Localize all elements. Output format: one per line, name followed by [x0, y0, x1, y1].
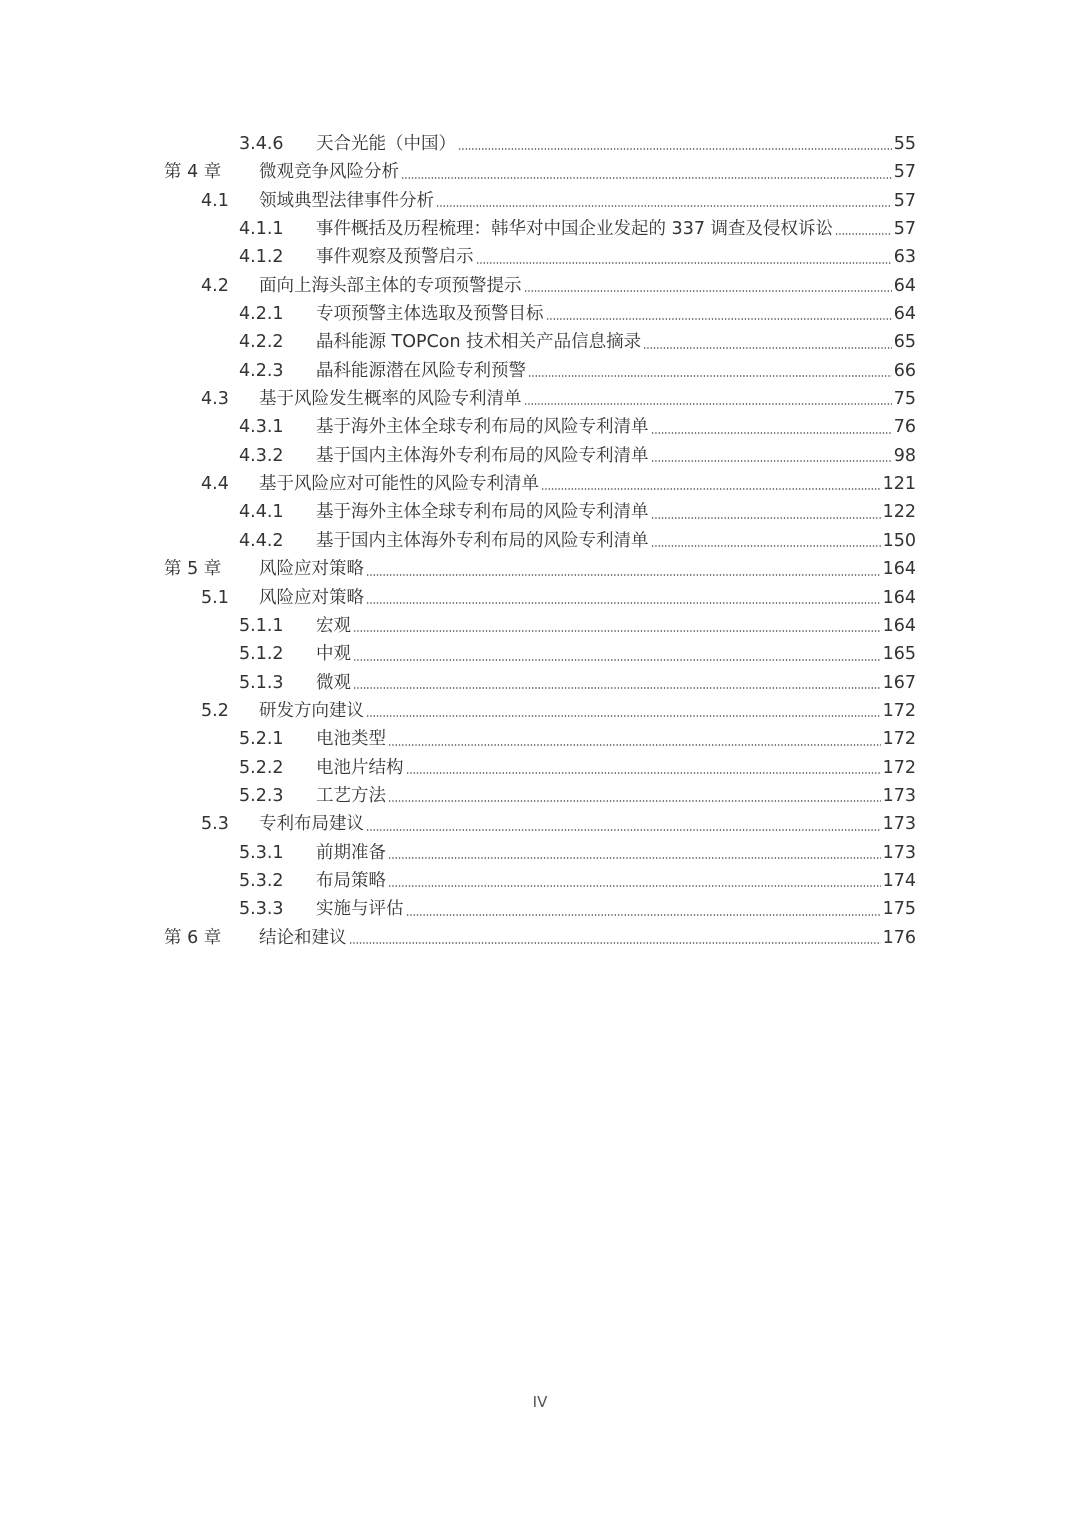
toc-entry[interactable]	[164, 300, 916, 328]
toc-entry-title: 晶科能源 TOPCon 技术相关产品信息摘录	[316, 332, 642, 353]
toc-entry-page: 64	[893, 275, 916, 296]
toc-entry-number: 4.2.3	[239, 360, 284, 381]
toc-entry-page: 65	[893, 332, 916, 353]
toc-entry[interactable]	[164, 130, 916, 158]
toc-entry[interactable]	[164, 215, 916, 243]
toc-entry-page: 172	[882, 729, 916, 750]
toc-entry[interactable]	[164, 810, 916, 838]
toc-dot-leader	[651, 460, 892, 462]
toc-entry-number: 第 5 章	[164, 559, 222, 580]
toc-entry-page: 172	[882, 700, 916, 721]
toc-entry-title: 布局策略	[316, 870, 386, 891]
toc-dot-leader	[651, 432, 892, 434]
toc-entry[interactable]	[164, 385, 916, 413]
toc-entry-number: 5.3.3	[239, 899, 284, 920]
toc-entry[interactable]	[164, 158, 916, 186]
toc-dot-leader	[643, 347, 892, 349]
toc-entry-title: 宏观	[316, 615, 351, 636]
toc-entry-page: 76	[893, 417, 916, 438]
toc-entry[interactable]	[164, 895, 916, 923]
toc-dot-leader	[353, 659, 881, 661]
table-of-contents	[164, 130, 916, 952]
toc-dot-leader	[651, 545, 881, 547]
toc-entry[interactable]	[164, 555, 916, 583]
toc-entry-title: 前期准备	[316, 842, 386, 863]
toc-entry-page: 176	[882, 927, 916, 948]
toc-entry-title: 领域典型法律事件分析	[259, 190, 434, 211]
toc-entry[interactable]	[164, 697, 916, 725]
toc-dot-leader	[436, 205, 892, 207]
toc-entry-title: 专项预警主体选取及预警目标	[316, 304, 544, 325]
toc-entry-page: 57	[893, 190, 916, 211]
toc-dot-leader	[366, 829, 881, 831]
toc-entry-number: 4.2	[201, 275, 229, 296]
toc-entry-number: 4.3.1	[239, 417, 284, 438]
toc-entry-title: 微观竞争风险分析	[259, 162, 399, 183]
toc-dot-leader	[528, 375, 892, 377]
toc-entry-title: 中观	[316, 644, 351, 665]
toc-entry[interactable]	[164, 754, 916, 782]
toc-entry[interactable]	[164, 442, 916, 470]
toc-dot-leader	[366, 574, 881, 576]
toc-dot-leader	[388, 857, 881, 859]
toc-dot-leader	[406, 914, 881, 916]
toc-entry[interactable]	[164, 328, 916, 356]
toc-dot-leader	[541, 488, 881, 490]
toc-entry-page: 172	[882, 757, 916, 778]
toc-entry-page: 122	[882, 502, 916, 523]
toc-entry-number: 5.3	[201, 814, 229, 835]
toc-dot-leader	[388, 885, 881, 887]
toc-entry-number: 5.2	[201, 700, 229, 721]
toc-entry-number: 4.4	[201, 474, 229, 495]
toc-entry-page: 64	[893, 304, 916, 325]
toc-entry-page: 173	[882, 785, 916, 806]
toc-entry-page: 175	[882, 899, 916, 920]
toc-entry[interactable]	[164, 413, 916, 441]
toc-entry-page: 174	[882, 870, 916, 891]
toc-entry-page: 55	[893, 134, 916, 154]
toc-dot-leader	[524, 290, 892, 292]
toc-entry-title: 电池类型	[316, 729, 386, 750]
toc-entry-title: 研发方向建议	[259, 700, 364, 721]
toc-entry-title: 面向上海头部主体的专项预警提示	[259, 275, 522, 296]
toc-entry-number: 5.1	[201, 587, 229, 608]
toc-entry-page: 164	[882, 587, 916, 608]
toc-entry-number: 4.2.2	[239, 332, 284, 353]
toc-entry-title: 结论和建议	[259, 927, 347, 948]
toc-entry-title: 事件观察及预警启示	[316, 247, 474, 268]
toc-entry-page: 173	[882, 842, 916, 863]
toc-entry-number: 4.3	[201, 389, 229, 410]
toc-entry-title: 基于风险应对可能性的风险专利清单	[259, 474, 539, 495]
toc-entry-page: 173	[882, 814, 916, 835]
toc-entry-number: 4.2.1	[239, 304, 284, 325]
toc-entry-number: 5.2.1	[239, 729, 284, 750]
toc-dot-leader	[835, 233, 892, 235]
toc-dot-leader	[546, 318, 892, 320]
toc-entry-page: 66	[893, 360, 916, 381]
toc-dot-leader	[353, 687, 881, 689]
toc-entry-title: 晶科能源潜在风险专利预警	[316, 360, 526, 381]
toc-entry[interactable]	[164, 612, 916, 640]
toc-entry[interactable]	[164, 725, 916, 753]
toc-entry-page: 57	[893, 162, 916, 183]
toc-entry-page: 164	[882, 615, 916, 636]
toc-entry[interactable]	[164, 867, 916, 895]
toc-entry[interactable]	[164, 669, 916, 697]
toc-entry[interactable]	[164, 584, 916, 612]
toc-entry-number: 3.4.6	[239, 134, 284, 154]
toc-entry-page: 63	[893, 247, 916, 268]
toc-entry[interactable]	[164, 527, 916, 555]
toc-entry-title: 风险应对策略	[259, 587, 364, 608]
toc-entry-number: 第 6 章	[164, 927, 222, 948]
toc-entry-title: 工艺方法	[316, 785, 386, 806]
toc-dot-leader	[406, 772, 881, 774]
toc-entry-title: 事件概括及历程梳理：韩华对中国企业发起的 337 调查及侵权诉讼	[316, 219, 834, 240]
page-number: IV	[532, 1393, 548, 1411]
toc-entry-number: 4.1.2	[239, 247, 284, 268]
toc-dot-leader	[458, 148, 892, 150]
toc-entry-number: 5.1.1	[239, 615, 284, 636]
toc-entry-page: 164	[882, 559, 916, 580]
toc-entry-page: 57	[893, 219, 916, 240]
toc-entry[interactable]	[164, 924, 916, 952]
toc-entry-number: 5.1.2	[239, 644, 284, 665]
toc-entry-title: 风险应对策略	[259, 559, 364, 580]
toc-entry-title: 实施与评估	[316, 899, 404, 920]
toc-entry[interactable]	[164, 357, 916, 385]
toc-dot-leader	[349, 942, 881, 944]
toc-entry-title: 基于海外主体全球专利布局的风险专利清单	[316, 417, 649, 438]
toc-entry-title: 基于国内主体海外专利布局的风险专利清单	[316, 530, 649, 551]
toc-entry-page: 121	[882, 474, 916, 495]
toc-entry-page: 75	[893, 389, 916, 410]
toc-entry-title: 微观	[316, 672, 351, 693]
toc-entry-title: 基于风险发生概率的风险专利清单	[259, 389, 522, 410]
toc-entry[interactable]	[164, 839, 916, 867]
toc-dot-leader	[388, 800, 881, 802]
toc-dot-leader	[476, 262, 892, 264]
toc-entry-number: 5.2.3	[239, 785, 284, 806]
toc-entry-page: 165	[882, 644, 916, 665]
toc-entry[interactable]	[164, 243, 916, 271]
toc-entry-title: 电池片结构	[316, 757, 404, 778]
toc-entry-page: 98	[893, 445, 916, 466]
toc-entry[interactable]	[164, 470, 916, 498]
toc-entry[interactable]	[164, 498, 916, 526]
toc-entry-number: 5.1.3	[239, 672, 284, 693]
toc-dot-leader	[366, 715, 881, 717]
toc-entry-number: 5.2.2	[239, 757, 284, 778]
toc-entry-number: 5.3.1	[239, 842, 284, 863]
toc-dot-leader	[353, 630, 881, 632]
toc-entry-number: 4.1	[201, 190, 229, 211]
toc-dot-leader	[651, 517, 881, 519]
toc-dot-leader	[366, 602, 881, 604]
toc-entry-number: 4.3.2	[239, 445, 284, 466]
toc-entry-title: 专利布局建议	[259, 814, 364, 835]
toc-entry-number: 4.4.2	[239, 530, 284, 551]
toc-entry[interactable]	[164, 272, 916, 300]
toc-entry-title: 天合光能（中国）	[316, 134, 456, 154]
toc-entry-number: 第 4 章	[164, 162, 222, 183]
toc-entry-number: 4.4.1	[239, 502, 284, 523]
toc-entry-number: 4.1.1	[239, 219, 284, 240]
toc-entry-page: 150	[882, 530, 916, 551]
toc-entry[interactable]	[164, 640, 916, 668]
toc-entry-title: 基于国内主体海外专利布局的风险专利清单	[316, 445, 649, 466]
toc-entry-number: 5.3.2	[239, 870, 284, 891]
toc-entry[interactable]	[164, 187, 916, 215]
toc-dot-leader	[524, 403, 892, 405]
toc-entry[interactable]	[164, 782, 916, 810]
toc-dot-leader	[401, 177, 892, 179]
toc-entry-title: 基于海外主体全球专利布局的风险专利清单	[316, 502, 649, 523]
toc-entry-page: 167	[882, 672, 916, 693]
toc-dot-leader	[388, 744, 881, 746]
